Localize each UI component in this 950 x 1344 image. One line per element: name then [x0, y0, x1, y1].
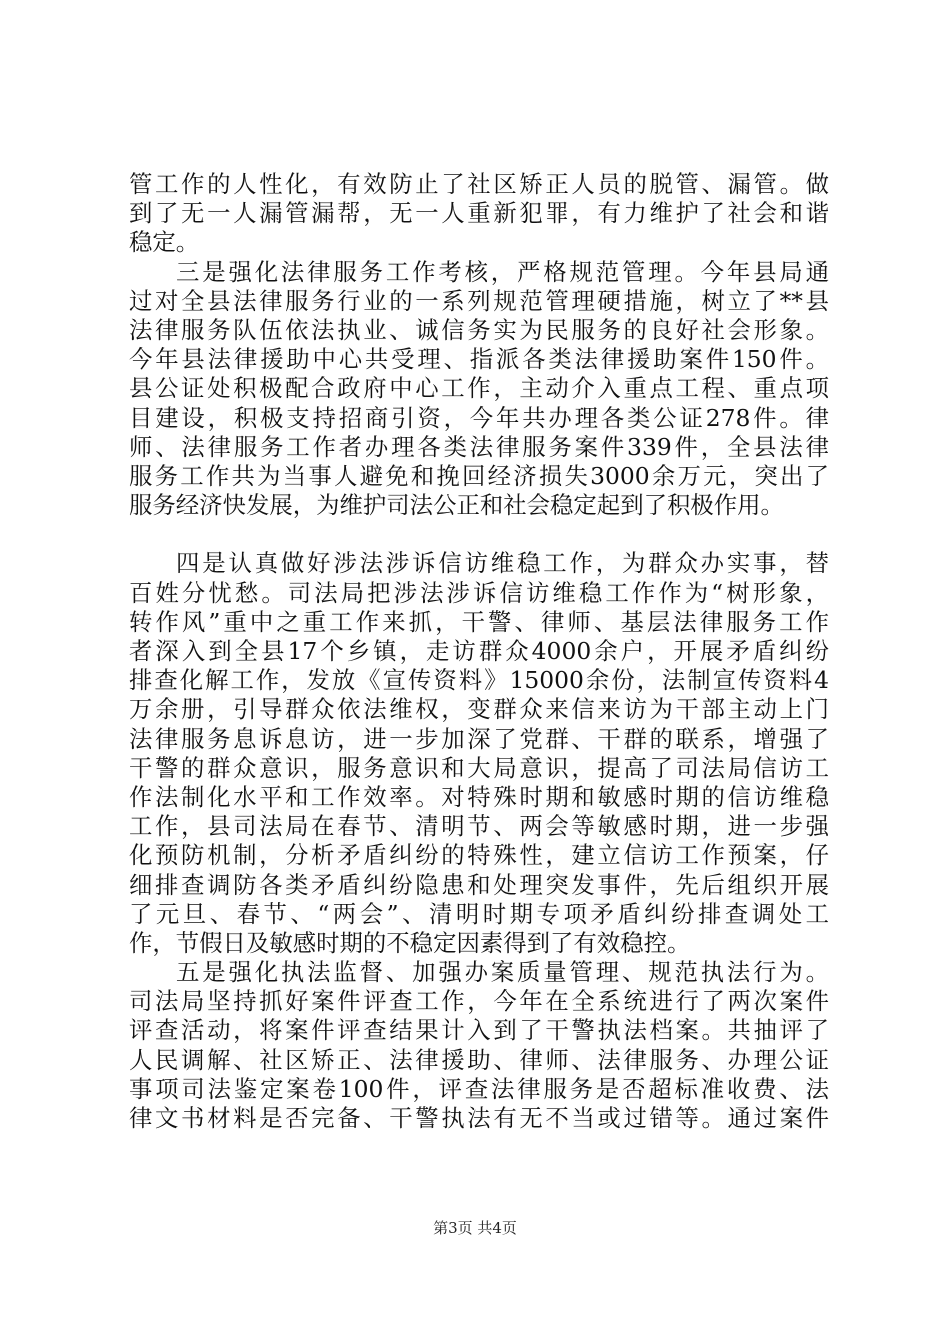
text-line: 化预防机制，分析矛盾纠纷的特殊性，建立信访工作预案，仔: [129, 841, 829, 870]
text-line: 百姓分忧愁。司法局把涉法涉诉信访维稳工作作为“树形象，: [129, 578, 829, 607]
text-line: 师、法律服务工作者办理各类法律服务案件339件，全县法律: [129, 432, 829, 461]
text-line: 稳定。: [129, 228, 200, 257]
document-body: [129, 170, 829, 1133]
text-line: 者深入到全县17个乡镇，走访群众4000余户，开展矛盾纠纷: [129, 637, 829, 665]
text-line: 作法制化水平和工作效率。对特殊时期和敏感时期的信访维稳: [129, 782, 829, 811]
text-line: 法律服务队伍依法执业、诚信务实为民服务的良好社会形象。: [129, 315, 829, 344]
text-line: 工作，县司法局在春节、清明节、两会等敏感时期，进一步强: [129, 812, 829, 841]
paragraph: [129, 549, 829, 958]
text-line: 目建设，积极支持招商引资，今年共办理各类公证278件。律: [129, 403, 829, 432]
text-line: 四是认真做好涉法涉诉信访维稳工作，为群众办实事，替: [176, 549, 829, 578]
text-line: 法律服务息诉息访，进一步加深了党群、干群的联系，增强了: [129, 724, 829, 753]
text-line: 服务经济快发展，为维护司法公正和社会稳定起到了积极作用。: [129, 491, 784, 520]
text-line: 到了无一人漏管漏帮，无一人重新犯罪，有力维护了社会和谐: [129, 199, 829, 228]
text-line: 县公证处积极配合政府中心工作，主动介入重点工程、重点项: [129, 374, 829, 403]
text-line: 作，节假日及敏感时期的不稳定因素得到了有效稳控。: [129, 928, 691, 957]
text-line: 五是强化执法监督、加强办案质量管理、规范执法行为。: [176, 958, 829, 987]
text-line: 干警的群众意识，服务意识和大局意识，提高了司法局信访工: [129, 753, 829, 782]
text-line: 司法局坚持抓好案件评查工作，今年在全系统进行了两次案件: [129, 987, 829, 1016]
text-line: 万余册，引导群众依法维权，变群众来信来访为干部主动上门: [129, 695, 829, 724]
text-line: 评查活动，将案件评查结果计入到了干警执法档案。共抽评了: [129, 1016, 829, 1045]
text-line: 人民调解、社区矫正、法律援助、律师、法律服务、办理公证: [129, 1045, 829, 1074]
text-line: 了元旦、春节、“两会”、清明时期专项矛盾纠纷排查调处工: [129, 899, 829, 928]
text-line: 细排查调防各类矛盾纠纷隐患和处理突发事件，先后组织开展: [129, 870, 829, 899]
text-line: 事项司法鉴定案卷100件，评查法律服务是否超标准收费、法: [129, 1074, 829, 1103]
paragraph: [129, 258, 829, 521]
text-line: 律文书材料是否完备、干警执法有无不当或过错等。通过案件: [129, 1104, 829, 1132]
paragraph: [129, 958, 829, 1133]
paragraph-gap: [129, 520, 829, 549]
text-line: 三是强化法律服务工作考核，严格规范管理。今年县局通: [176, 257, 829, 286]
paragraph: [129, 170, 829, 258]
text-line: 服务工作共为当事人避免和挽回经济损失3000余万元，突出了: [129, 461, 829, 490]
text-line: 过对全县法律服务行业的一系列规范管理硬措施，树立了**县: [129, 286, 829, 315]
page-number-footer: 第3页 共4页: [433, 1219, 517, 1237]
text-line: 管工作的人性化，有效防止了社区矫正人员的脱管、漏管。做: [129, 170, 829, 198]
text-line: 今年县法律援助中心共受理、指派各类法律援助案件150件。: [129, 345, 829, 374]
text-line: 排查化解工作，发放《宣传资料》15000余份，法制宣传资料4: [129, 666, 829, 695]
text-line: 转作风”重中之重工作来抓，干警、律师、基层法律服务工作: [129, 607, 829, 636]
